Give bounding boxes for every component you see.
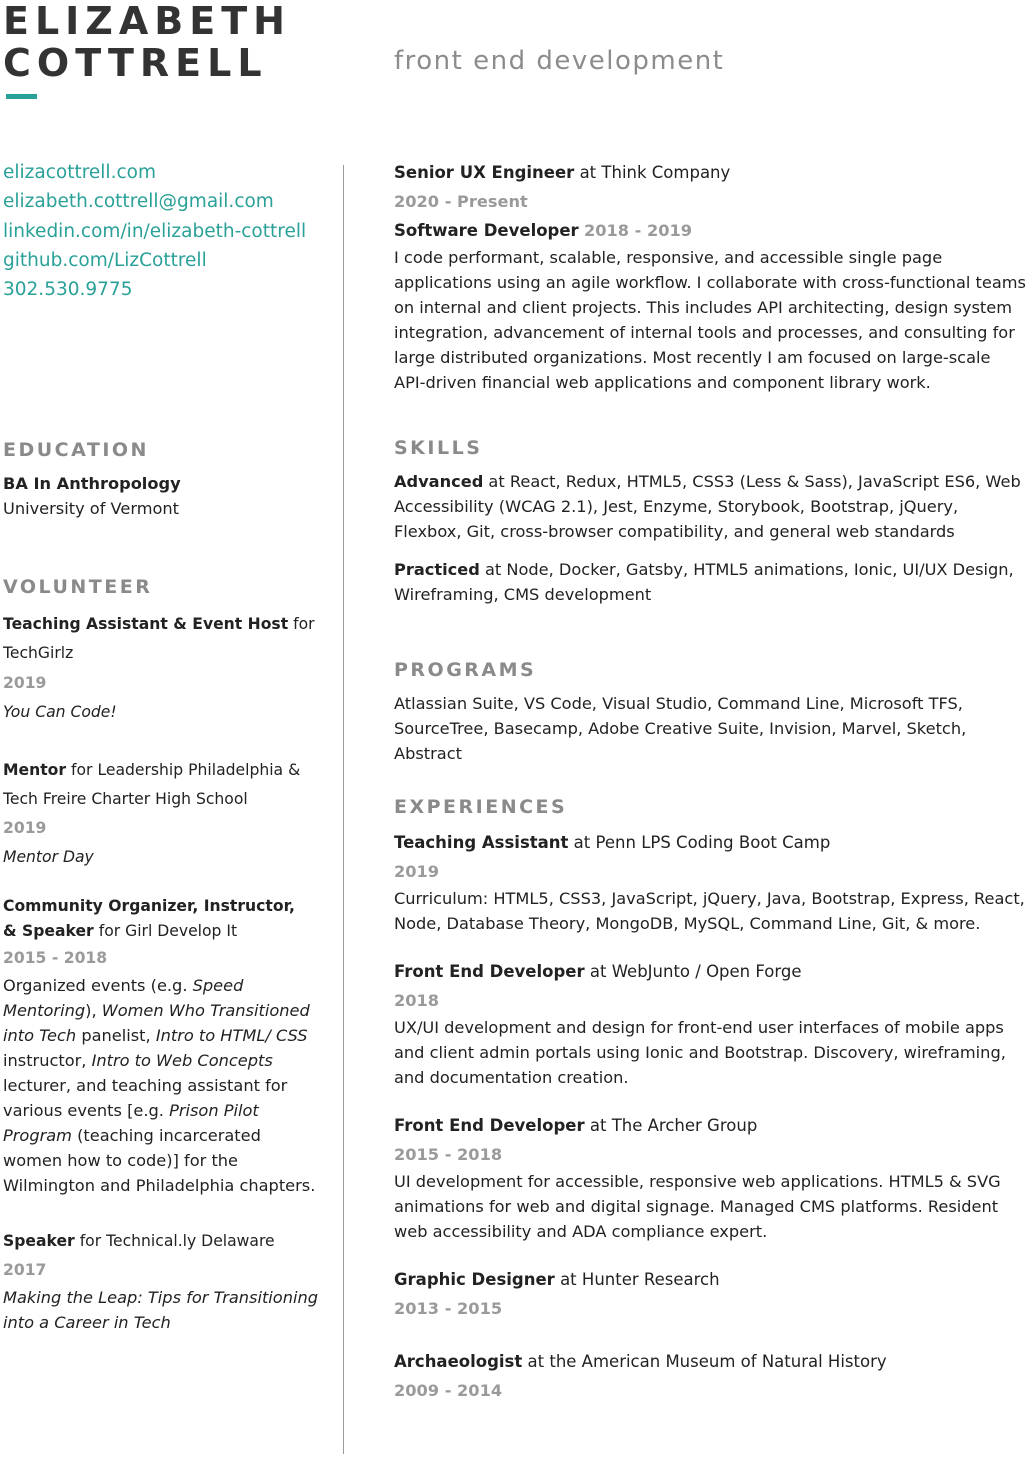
programs-section xyxy=(394,659,1028,766)
volunteer-year: 2019 xyxy=(3,819,47,838)
experience-company: WebJunto / Open Forge xyxy=(611,962,802,981)
volunteer-connector: for xyxy=(293,615,315,633)
job-prev-role: Software Developer xyxy=(394,221,579,240)
job-description: I code performant, scalable, responsive, and accessible single page applications using an agile workflow. I collaborate with cross-functional teams on internal and client projects. This includes API architecting, design system integration, advancement of internal tools and processes, and consulting for large distributed organizations. Most recently I am focused on large-scale API-driven financial web applications and component library work. xyxy=(394,248,1026,392)
experience-description: Curriculum: HTML5, CSS3, JavaScript, jQuery, Java, Bootstrap, Express, React, Node, Database Theory, MongoDB, MySQL, Command Line, Git, & more. xyxy=(394,889,1025,933)
linkedin-link[interactable]: linkedin.com/in/elizabeth-cottrell xyxy=(3,220,307,242)
volunteer-org: Leadership Philadelphia & xyxy=(97,760,301,779)
volunteer-org: Girl Develop It xyxy=(125,921,238,940)
phone-link[interactable]: 302.530.9775 xyxy=(3,279,133,301)
volunteer-description: Organized events (e.g. Speed Mentoring), Women Who Transitioned into Tech panelist, Intro to HTML/ CSS instructor, Intro to Web Concepts lecturer, and teaching assistant for various events [e.g. Prison Pilot Program (teaching incarcerated women how to code)] for the Wilmington and Philadelphia chapters. xyxy=(3,975,316,1195)
volunteer-event: Mentor Day xyxy=(3,848,94,867)
experience-dates: 2018 xyxy=(394,991,440,1010)
experience-company: the American Museum of Natural History xyxy=(549,1352,887,1371)
experiences-heading: EXPERIENCES xyxy=(394,796,568,818)
experience-company: Hunter Research xyxy=(581,1270,720,1289)
job-connector: at xyxy=(579,163,597,182)
experience-description: UX/UI development and design for front-end user interfaces of mobile apps and client admin portals using Ionic and Bootstrap. Discovery, wireframing, and documentation creation. xyxy=(394,1018,1006,1087)
programs-text: Atlassian Suite, VS Code, Visual Studio, Command Line, Microsoft TFS, SourceTree, Basecamp, Adobe Creative Suite, Invision, Marvel, Sketch, Abstract xyxy=(394,694,967,763)
experience-dates: 2013 - 2015 xyxy=(394,1299,503,1318)
skills-practiced-label: Practiced xyxy=(394,560,480,579)
skills-heading: SKILLS xyxy=(394,437,483,459)
experience-role: Archaeologist xyxy=(394,1352,523,1371)
right-column xyxy=(394,158,1028,1400)
experience-item xyxy=(394,1265,1028,1323)
experience-role: Front End Developer xyxy=(394,962,585,981)
volunteer-section xyxy=(3,576,321,1335)
experience-item xyxy=(394,1111,1028,1244)
volunteer-role: Speaker xyxy=(3,1231,75,1250)
experience-company: Penn LPS Coding Boot Camp xyxy=(595,833,831,852)
experience-item xyxy=(394,957,1028,1090)
volunteer-connector: for xyxy=(98,921,121,940)
experience-connector: at xyxy=(560,1270,577,1289)
education-section xyxy=(3,439,321,521)
volunteer-org: TechGirlz xyxy=(3,644,74,663)
volunteer-item xyxy=(3,1227,321,1335)
volunteer-item xyxy=(3,610,321,727)
experience-company: The Archer Group xyxy=(611,1116,758,1135)
experiences-section xyxy=(394,796,1028,1405)
experience-item xyxy=(394,828,1028,936)
volunteer-role: Community Organizer, Instructor, xyxy=(3,896,295,915)
volunteer-item xyxy=(3,894,321,1198)
volunteer-connector: for xyxy=(71,760,93,779)
job-company: Think Company xyxy=(601,163,731,182)
volunteer-connector: for xyxy=(79,1231,102,1250)
experience-role: Front End Developer xyxy=(394,1116,585,1135)
experience-role: Teaching Assistant xyxy=(394,833,569,852)
volunteer-org-line2: Tech Freire Charter High School xyxy=(3,790,248,809)
volunteer-org: Technical.ly Delaware xyxy=(106,1231,275,1250)
first-name: ELIZABETH xyxy=(3,0,291,43)
volunteer-item xyxy=(3,756,321,873)
education-degree: BA In Anthropology xyxy=(3,474,181,493)
experience-description: UI development for accessible, responsive web applications. HTML5 & SVG animations for web and digital signage. Managed CMS platforms. Resident web accessibility and ADA compliance expert. xyxy=(394,1172,1001,1241)
contact-links xyxy=(3,158,321,304)
volunteer-role-line2: & Speaker xyxy=(3,921,94,940)
job-dates: 2020 - Present xyxy=(394,192,528,211)
tagline: front end development xyxy=(394,46,725,76)
resume-name xyxy=(3,0,291,84)
volunteer-year: 2015 - 2018 xyxy=(3,948,108,967)
education-heading: EDUCATION xyxy=(3,439,149,461)
left-column xyxy=(3,158,321,1333)
job-role: Senior UX Engineer xyxy=(394,163,575,182)
volunteer-role: Teaching Assistant & Event Host xyxy=(3,615,289,633)
experience-role: Graphic Designer xyxy=(394,1270,555,1289)
volunteer-event: You Can Code! xyxy=(3,702,117,721)
volunteer-event: Making the Leap: Tips for Transitioning into a Career in Tech xyxy=(3,1288,318,1333)
column-divider xyxy=(343,165,344,1454)
experience-connector: at xyxy=(589,962,607,981)
current-job xyxy=(394,158,1028,395)
accent-bar xyxy=(6,94,37,99)
skills-advanced-label: Advanced xyxy=(394,472,484,491)
volunteer-role: Mentor xyxy=(3,760,67,779)
last-name: COTTRELL xyxy=(3,41,268,85)
website-link[interactable]: elizacottrell.com xyxy=(3,162,156,183)
experience-connector: at xyxy=(573,833,591,852)
experience-connector: at xyxy=(527,1352,545,1371)
skills-advanced: Advanced at React, Redux, HTML5, CSS3 (Less & Sass), JavaScript ES6, Web Accessibility (WCAG 2.1), Jest, Enzyme, Storybook, Bootstrap, jQuery, Flexbox, Git, cross-browser compatibility, and general web standards xyxy=(394,472,1021,541)
volunteer-year: 2019 xyxy=(3,673,47,692)
volunteer-year: 2017 xyxy=(3,1261,47,1280)
education-school: University of Vermont xyxy=(3,499,179,518)
email-link[interactable]: elizabeth.cottrell@gmail.com xyxy=(3,191,274,213)
programs-heading: PROGRAMS xyxy=(394,659,537,681)
volunteer-heading: VOLUNTEER xyxy=(3,576,153,598)
job-prev-dates: 2018 - 2019 xyxy=(583,221,693,240)
experience-dates: 2009 - 2014 xyxy=(394,1381,503,1400)
experience-connector: at xyxy=(589,1116,607,1135)
skills-section xyxy=(394,437,1028,607)
experience-dates: 2015 - 2018 xyxy=(394,1145,503,1164)
skills-practiced: Practiced at Node, Docker, Gatsby, HTML5 animations, Ionic, UI/UX Design, Wireframing, CMS development xyxy=(394,560,1014,604)
experience-dates: 2019 xyxy=(394,862,440,881)
github-link[interactable]: github.com/LizCottrell xyxy=(3,249,207,271)
experience-item xyxy=(394,1347,1028,1405)
